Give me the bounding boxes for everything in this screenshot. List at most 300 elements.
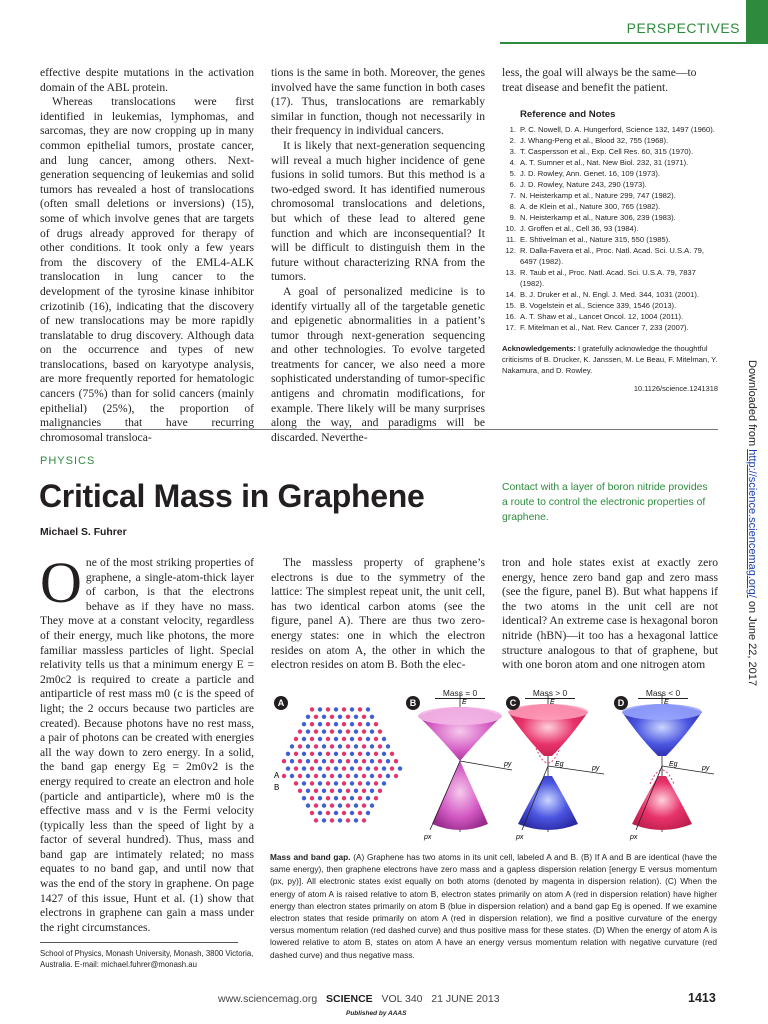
lattice-atom [366,707,370,711]
lattice-atom [342,811,346,815]
lattice-atom [350,752,354,756]
mass-label-d: Mass < 0 [638,688,688,699]
footer-journal: SCIENCE [325,993,373,1005]
reference-item [502,212,718,223]
lattice-atom [358,752,362,756]
paragraph: It is likely that next-generation sequencing will reveal a much higher incidence of gene fusions in solid tumors. But this method is a two-edged sword. It has identified numerous chromosomal translocations and deletions, but which of these lead to altered gene function and which are inconsequential? It will be difficult to distinguish them in the future without characterizing RNA from the tumors. [271,138,485,284]
article-section: PHYSICS [40,455,96,467]
lattice-atom [314,715,318,719]
panel-badge-c: C [506,696,520,710]
reference-text: N. Heisterkamp et al., Nature 299, 747 (1982). [520,191,676,201]
lattice-atom [386,759,390,763]
lattice-atom [318,811,322,815]
lattice-atom [306,759,310,763]
reference-text: B. Vogelstein et al., Science 339, 1546 (2013). [520,301,677,311]
lattice-atom [366,811,370,815]
lattice-atom [338,818,342,822]
author-byline: Michael S. Fuhrer [40,527,127,538]
references-heading: Reference and Notes [520,109,616,121]
lattice-atom [374,722,378,726]
lattice-atom [374,781,378,785]
lattice-atom [334,722,338,726]
reference-text: A. de Klein et al., Nature 300, 765 (1982). [520,202,661,212]
reference-number: 13. [505,268,516,278]
section-divider [40,429,718,430]
lattice-atom [358,737,362,741]
lattice-atom [390,752,394,756]
lattice-atom [310,766,314,770]
lattice-atom [342,722,346,726]
lattice-atom [314,789,318,793]
lattice-atom [282,759,286,763]
lattice-atom [322,759,326,763]
atom-label-a: A [274,771,280,780]
lattice-atom [302,737,306,741]
lattice-atom [318,737,322,741]
reference-item [502,168,718,179]
panel-d-cones [622,694,714,841]
lattice-atom [302,781,306,785]
lattice-atom [306,803,310,807]
lattice-atom [362,744,366,748]
axis-label-py: py [592,765,600,772]
lattice-atom [306,715,310,719]
reference-number: 16. [505,312,516,322]
lattice-atom [342,707,346,711]
lattice-atom [378,744,382,748]
lattice-atom [378,774,382,778]
lattice-atom [358,811,362,815]
lattice-atom [346,715,350,719]
lattice-atom [350,781,354,785]
reference-text: A. T. Shaw et al., Lancet Oncol. 12, 1004 (2011). [520,312,684,322]
lattice-atom [302,766,306,770]
acknowledgements-text: I gratefully acknowledge the thoughtful criticisms of B. Drucker, K. Janssen, M. Le Beau, F. Mitelman, Y. Nakamura, and D. Rowley. [502,344,718,376]
lattice-atom [294,737,298,741]
paragraph: Whereas translocations were first identified in leukemias, lymphomas, and sarcomas, they are now cropping up in many common epithelial tumors, prostate cancer, and lung cancer, among others. Next-generation sequencing of leukemias and solid tumors has revealed a host of translocations (often small deletions or inversions) (15), some of which involve genes that are targets of drugs already approved for therapy of other conditions. It took only a few years from the discovery of the EML4-ALK translocation in lung cancer to the development of the tyrosine kinase inhibitor crizotinib (16), indicating that the discovery of new translocations may be more rapidly translatable to drug discovery. Although data on the occurrence and types of new translocations, based on karyotype analysis, are more frequently reported for hematologic cancers (75%) than for solid cancers (mainly epithelial) (25%), the proportion of malignancies that have recurring chromosomal transloca- [40,95,254,444]
lattice-atom [326,781,330,785]
top-column-2 [271,66,485,445]
lattice-atom [354,818,358,822]
author-affiliation: School of Physics, Monash University, Monash, 3800 Victoria, Australia. E-mail: michael.fuhrer@monash.au [40,949,254,969]
lattice-atom [298,759,302,763]
lattice-atom [330,818,334,822]
standfirst: Contact with a layer of boron nitride provides a route to control the electronic properties of graphene. [502,482,708,523]
article-column-3 [502,556,718,673]
reference-item [502,311,718,322]
lattice-atom [318,766,322,770]
lattice-atom [294,752,298,756]
lattice-atom [302,752,306,756]
reference-text: J. D. Rowley, Nature 243, 290 (1973). [520,180,647,190]
lattice-atom [338,729,342,733]
lattice-atom [318,796,322,800]
axis-label-e: E [462,699,467,706]
lattice-atom [338,715,342,719]
lattice-atom [310,722,314,726]
reference-item [502,267,718,289]
axis-label-px: px [516,834,524,841]
lattice-atom [326,707,330,711]
lattice-atom [310,811,314,815]
caption-title: Mass and band gap. [270,852,351,862]
lattice-atom [334,811,338,815]
lattice-atom [314,803,318,807]
lattice-atom [326,737,330,741]
acknowledgements [502,343,718,376]
lattice-atom [342,766,346,770]
lattice-atom [334,781,338,785]
reference-number: 5. [509,169,516,179]
lattice-atom [314,744,318,748]
footnote-rule [40,942,238,943]
lattice-atom [326,766,330,770]
lattice-atom [350,766,354,770]
lattice-atom [326,722,330,726]
mass-label-b: Mass = 0 [435,688,485,699]
lattice-atom [346,818,350,822]
reference-number: 17. [505,323,516,333]
lattice-atom [358,781,362,785]
axis-label-py: py [702,765,710,772]
reference-text: P. C. Nowell, D. A. Hungerford, Science 132, 1497 (1960). [520,125,715,135]
lattice-atom [318,722,322,726]
reference-number: 2. [509,136,516,146]
reference-item [502,201,718,212]
lattice-atom [326,796,330,800]
lattice-atom [294,766,298,770]
lattice-atom [358,722,362,726]
footer-volume: VOL 340 [381,993,423,1005]
lattice-atom [338,744,342,748]
lattice-atom [290,774,294,778]
lattice-atom [298,789,302,793]
lattice-atom [310,752,314,756]
lattice-atom [362,774,366,778]
download-link[interactable]: http://science.sciencemag.org/ [746,449,758,598]
lattice-atom [366,781,370,785]
publisher: Published by AAAS [346,1010,407,1017]
lattice-atom [354,715,358,719]
article-title: Critical Mass in Graphene [39,478,425,514]
page-number: 1413 [688,991,716,1005]
lattice-atom [286,752,290,756]
lattice-atom [378,789,382,793]
lattice-atom [306,789,310,793]
mass-label-c: Mass > 0 [525,688,575,699]
panel-badge-d: D [614,696,628,710]
lattice-atom [346,789,350,793]
reference-number: 3. [509,147,516,157]
lattice-atom [322,774,326,778]
lattice-atom [310,781,314,785]
header-rule [500,42,768,44]
lattice-atom [386,774,390,778]
lattice-atom [322,715,326,719]
axis-label-py: py [504,761,512,768]
lattice-atom [306,729,310,733]
reference-text: R. Dalla-Favera et al., Proc. Natl. Acad. Sci. U.S.A. 79, 6497 (1982). [520,246,705,267]
lattice-atom [306,774,310,778]
lattice-atom [374,796,378,800]
reference-text: J. Whang-Peng et al., Blood 32, 755 (1968). [520,136,669,146]
lattice-atom [346,803,350,807]
lattice-atom [370,715,374,719]
lattice-atom [286,766,290,770]
lattice-atom [346,774,350,778]
caption-text: (A) Graphene has two atoms in its unit cell, labeled A and B. (B) If A and B are identical (have the same energy), then graphene electrons have zero mass and a gapless dispersion relation [energy E versus momentum (px, py)]. All electronic states exist equally on both atoms (denoted by magenta in dispersion relation). (C) When the energy of atom A is raised relative to atom B, electron states primarily on atom A (red in dispersion relation) have higher energy than electron states primarily on atom B (blue in dispersion relation) and a band gap Eg is opened. If we examine electron states that reside primarily on atom A (red in dispersion relation), we find a positive curvature of the energy versus momentum relation (red dashed curve) and thus positive mass for these states. (D) When the energy of atom A is lowered relative to atom B, states on atom A have an energy versus momentum relation with negative curvature (red dashed curve) and thus negative mass. [270,852,717,960]
paragraph: tron and hole states exist at exactly zero energy, hence zero band gap and zero mass (see the figure, panel B). But what happens if the two atoms in the unit cell are not identical? An extreme case is hexagonal boron nitride (hBN)—it too has a hexagonal lattice structure analogous to that of graphene, but with one boron atom and one nitrogen atom [502,556,718,672]
lattice-atom [318,781,322,785]
dropcap: O [40,550,82,615]
lattice-atom [290,744,294,748]
lattice-atom [362,729,366,733]
top-column-3 [502,66,718,393]
reference-number: 4. [509,158,516,168]
doi: 10.1126/science.1241318 [633,384,718,394]
download-note-prefix: Downloaded from [746,360,758,450]
references-list [502,124,718,333]
lattice-atom [302,796,306,800]
reference-text: E. Shtivelman et al., Nature 315, 550 (1985). [520,235,671,245]
axis-label-px: px [630,834,638,841]
reference-number: 10. [505,224,516,234]
lattice-atom [394,774,398,778]
lattice-atom [386,744,390,748]
lattice-atom [314,774,318,778]
lattice-atom [298,729,302,733]
lattice-atom [326,811,330,815]
lattice-atom [382,737,386,741]
lattice-atom [282,774,286,778]
lattice-atom [358,766,362,770]
reference-number: 9. [509,213,516,223]
lattice-atom [350,737,354,741]
lattice-atom [346,744,350,748]
lattice-atom [338,759,342,763]
paragraph: The massless property of graphene’s electrons is due to the symmetry of the lattice: The simplest repeat unit, the unit cell, has two identical carbon atoms (see the figure, panel A). There are thus two zero-energy states: one in which the electron resides on atom A, the other in which the electron resides on atom B. Both the elec- [271,556,485,672]
panel-badge-b: B [406,696,420,710]
lattice-atom [334,707,338,711]
reference-text: B. J. Druker et al., N. Engl. J. Med. 344, 1031 (2001). [520,290,699,300]
atom-label-b: B [274,783,280,792]
lattice-atom [366,766,370,770]
lattice-atom [362,818,366,822]
lattice-atom [326,752,330,756]
article-column-2 [271,556,485,673]
lattice-atom [366,737,370,741]
lattice-atom [362,715,366,719]
lattice-atom [302,722,306,726]
lattice-atom [374,766,378,770]
lattice-atom [330,729,334,733]
section-label: PERSPECTIVES [626,20,740,36]
lattice-atom [318,752,322,756]
panel-b-cones [418,694,512,841]
lattice-atom [354,803,358,807]
lattice-atom [322,789,326,793]
lattice-atom [314,818,318,822]
lattice-atom [370,744,374,748]
lattice-atom [358,707,362,711]
footer-date: 21 JUNE 2013 [431,993,500,1005]
lattice-atom [322,818,326,822]
lattice-atom [338,803,342,807]
lattice-atom [306,744,310,748]
reference-item [502,289,718,300]
header-accent-block [746,0,768,42]
lattice-atom [398,766,402,770]
lattice-atom [382,752,386,756]
lattice-atom [378,729,382,733]
lattice-atom [322,803,326,807]
lattice-atom [342,752,346,756]
lattice-atom [342,781,346,785]
lattice-atom [310,737,314,741]
lattice-atom [358,796,362,800]
reference-number: 7. [509,191,516,201]
reference-text: T. Caspersson et al., Exp. Cell Res. 60, 315 (1970). [520,147,694,157]
lattice-atom [338,774,342,778]
article-column-1 [40,550,254,935]
panel-c-cones [508,694,604,841]
lattice-atom [322,744,326,748]
lattice-atom [354,789,358,793]
reference-item [502,223,718,234]
paragraph: less, the goal will always be the same—to treat disease and benefit the patient. [502,66,697,94]
lattice-atom [374,737,378,741]
panel-badge-a: A [274,696,288,710]
reference-number: 14. [505,290,516,300]
reference-item [502,179,718,190]
lattice-atom [342,796,346,800]
lattice-atom [362,789,366,793]
reference-text: N. Heisterkamp et al., Nature 306, 239 (1983). [520,213,676,223]
reference-item [502,300,718,311]
reference-number: 6. [509,180,516,190]
paragraph: A goal of personalized medicine is to identify virtually all of the targetable genetic and epigenetic abnormalities in a patient’s tumor through next-generation sequencing and other technologies. To evolve targeted treatments for cancer, we also need a more sophisticated understanding of tumor-specific antigens and chromatin modifications, for example. There likely will be many surprises along the way, and paradigms will be discarded. Neverthe- [271,284,485,444]
lattice-atom [298,744,302,748]
lattice-atom [370,774,374,778]
lattice-atom [314,759,318,763]
lattice-atom [298,774,302,778]
lattice-atom [330,715,334,719]
lattice-atom [370,789,374,793]
footer-info [218,993,500,1005]
download-note-suffix: on June 22, 2017 [746,597,758,686]
lattice-atom [322,729,326,733]
lattice-atom [310,707,314,711]
figure-graphic [270,686,718,846]
lattice-atom [366,796,370,800]
reference-text: A. T. Sumner et al., Nat. New Biol. 232, 31 (1971). [520,158,689,168]
reference-item [502,190,718,201]
lattice-atom [354,774,358,778]
reference-text: R. Taub et al., Proc. Natl. Acad. Sci. U.S.A. 79, 7837 (1982). [520,268,696,289]
paragraph: ne of the most striking properties of graphene, a single-atom-thick layer of carbon, is that the electrons behave as if they have no mass. They move at a constant velocity, regardless of their energy, much like photons, the more familiar massless particles of light. Special relativity tells us that a minimum energy E = 2m0c2 is required to create a particle and antiparticle of rest mass m0 (c is the speed of light; the 2 occurs because two particles are created). Because photons have no rest mass, a pair of photons can be created with energies all the way down to zero energy. In a solid, the band gap energy Eg = 2m0v2 is the energy required to create an electron and hole (particle and antiparticle), where m0 is the effective mass and v is the Fermi velocity (typically less than the speed of light by a factor of several hundred). Thus, mass and band gap are intimately related; no mass equates to no band gap, and until now that was the end of the story in graphene. On page 1427 of this issue, Hunt et al. (1) show that electrons in graphene can gain a mass under the right circumstances. [40,556,254,934]
reference-item [502,322,718,333]
reference-item [502,146,718,157]
footer-site[interactable]: www.sciencemag.org [218,993,318,1005]
reference-item [502,135,718,146]
lattice-atom [350,707,354,711]
reference-text: F. Mitelman et al., Nat. Rev. Cancer 7, 233 (2007). [520,323,689,333]
lattice-atom [330,759,334,763]
lattice-atom [362,759,366,763]
lattice-atom [334,752,338,756]
lattice-atom [334,737,338,741]
reference-number: 1. [509,125,516,135]
paragraph: effective despite mutations in the activation domain of the ABL protein. [40,66,254,94]
reference-text: J. Groffen et al., Cell 36, 93 (1984). [520,224,639,234]
lattice-atom [354,759,358,763]
lattice-atom [374,752,378,756]
top-column-1 [40,66,254,445]
acknowledgements-label: Acknowledgements: [502,344,576,354]
lattice-atom [382,781,386,785]
reference-item [502,234,718,245]
lattice-atom [346,759,350,763]
lattice-atom [370,729,374,733]
axis-label-px: px [424,834,432,841]
lattice-atom [390,766,394,770]
lattice-atom [334,766,338,770]
gap-label: Eg [669,761,678,768]
lattice-atom [290,759,294,763]
lattice-atom [350,811,354,815]
lattice-atom [318,707,322,711]
reference-number: 8. [509,202,516,212]
reference-number: 15. [505,301,516,311]
paragraph: tions is the same in both. Moreover, the genes involved have the same function in both cases (17). Thus, translocations are remarkably similar in function, though not necessarily in their frequency in individual cancers. [271,66,485,138]
lattice-atom [330,774,334,778]
lattice-atom [394,759,398,763]
lattice-atom [366,722,370,726]
lattice-atom [330,744,334,748]
lattice-atom [314,729,318,733]
lattice-atom [334,796,338,800]
reference-number: 12. [505,246,516,256]
download-note [746,360,758,686]
lattice-atom [342,737,346,741]
lattice-atom [354,744,358,748]
figure [270,686,718,846]
lattice-atom [294,781,298,785]
lattice-atom [330,789,334,793]
figure-caption [270,851,717,961]
lattice-atom [346,729,350,733]
gap-label: Eg [555,761,564,768]
reference-text: J. D. Rowley, Ann. Genet. 16, 109 (1973). [520,169,660,179]
reference-number: 11. [506,235,516,245]
lattice-atom [370,803,374,807]
graphene-lattice [282,707,402,822]
lattice-atom [338,789,342,793]
axis-label-e: E [550,699,555,706]
lattice-atom [366,752,370,756]
lattice-atom [354,729,358,733]
lattice-atom [370,759,374,763]
axis-label-e: E [664,699,669,706]
lattice-atom [330,803,334,807]
lattice-atom [350,722,354,726]
lattice-atom [378,759,382,763]
reference-item [502,245,718,267]
lattice-atom [362,803,366,807]
lattice-atom [382,766,386,770]
lattice-atom [310,796,314,800]
reference-item [502,124,718,135]
